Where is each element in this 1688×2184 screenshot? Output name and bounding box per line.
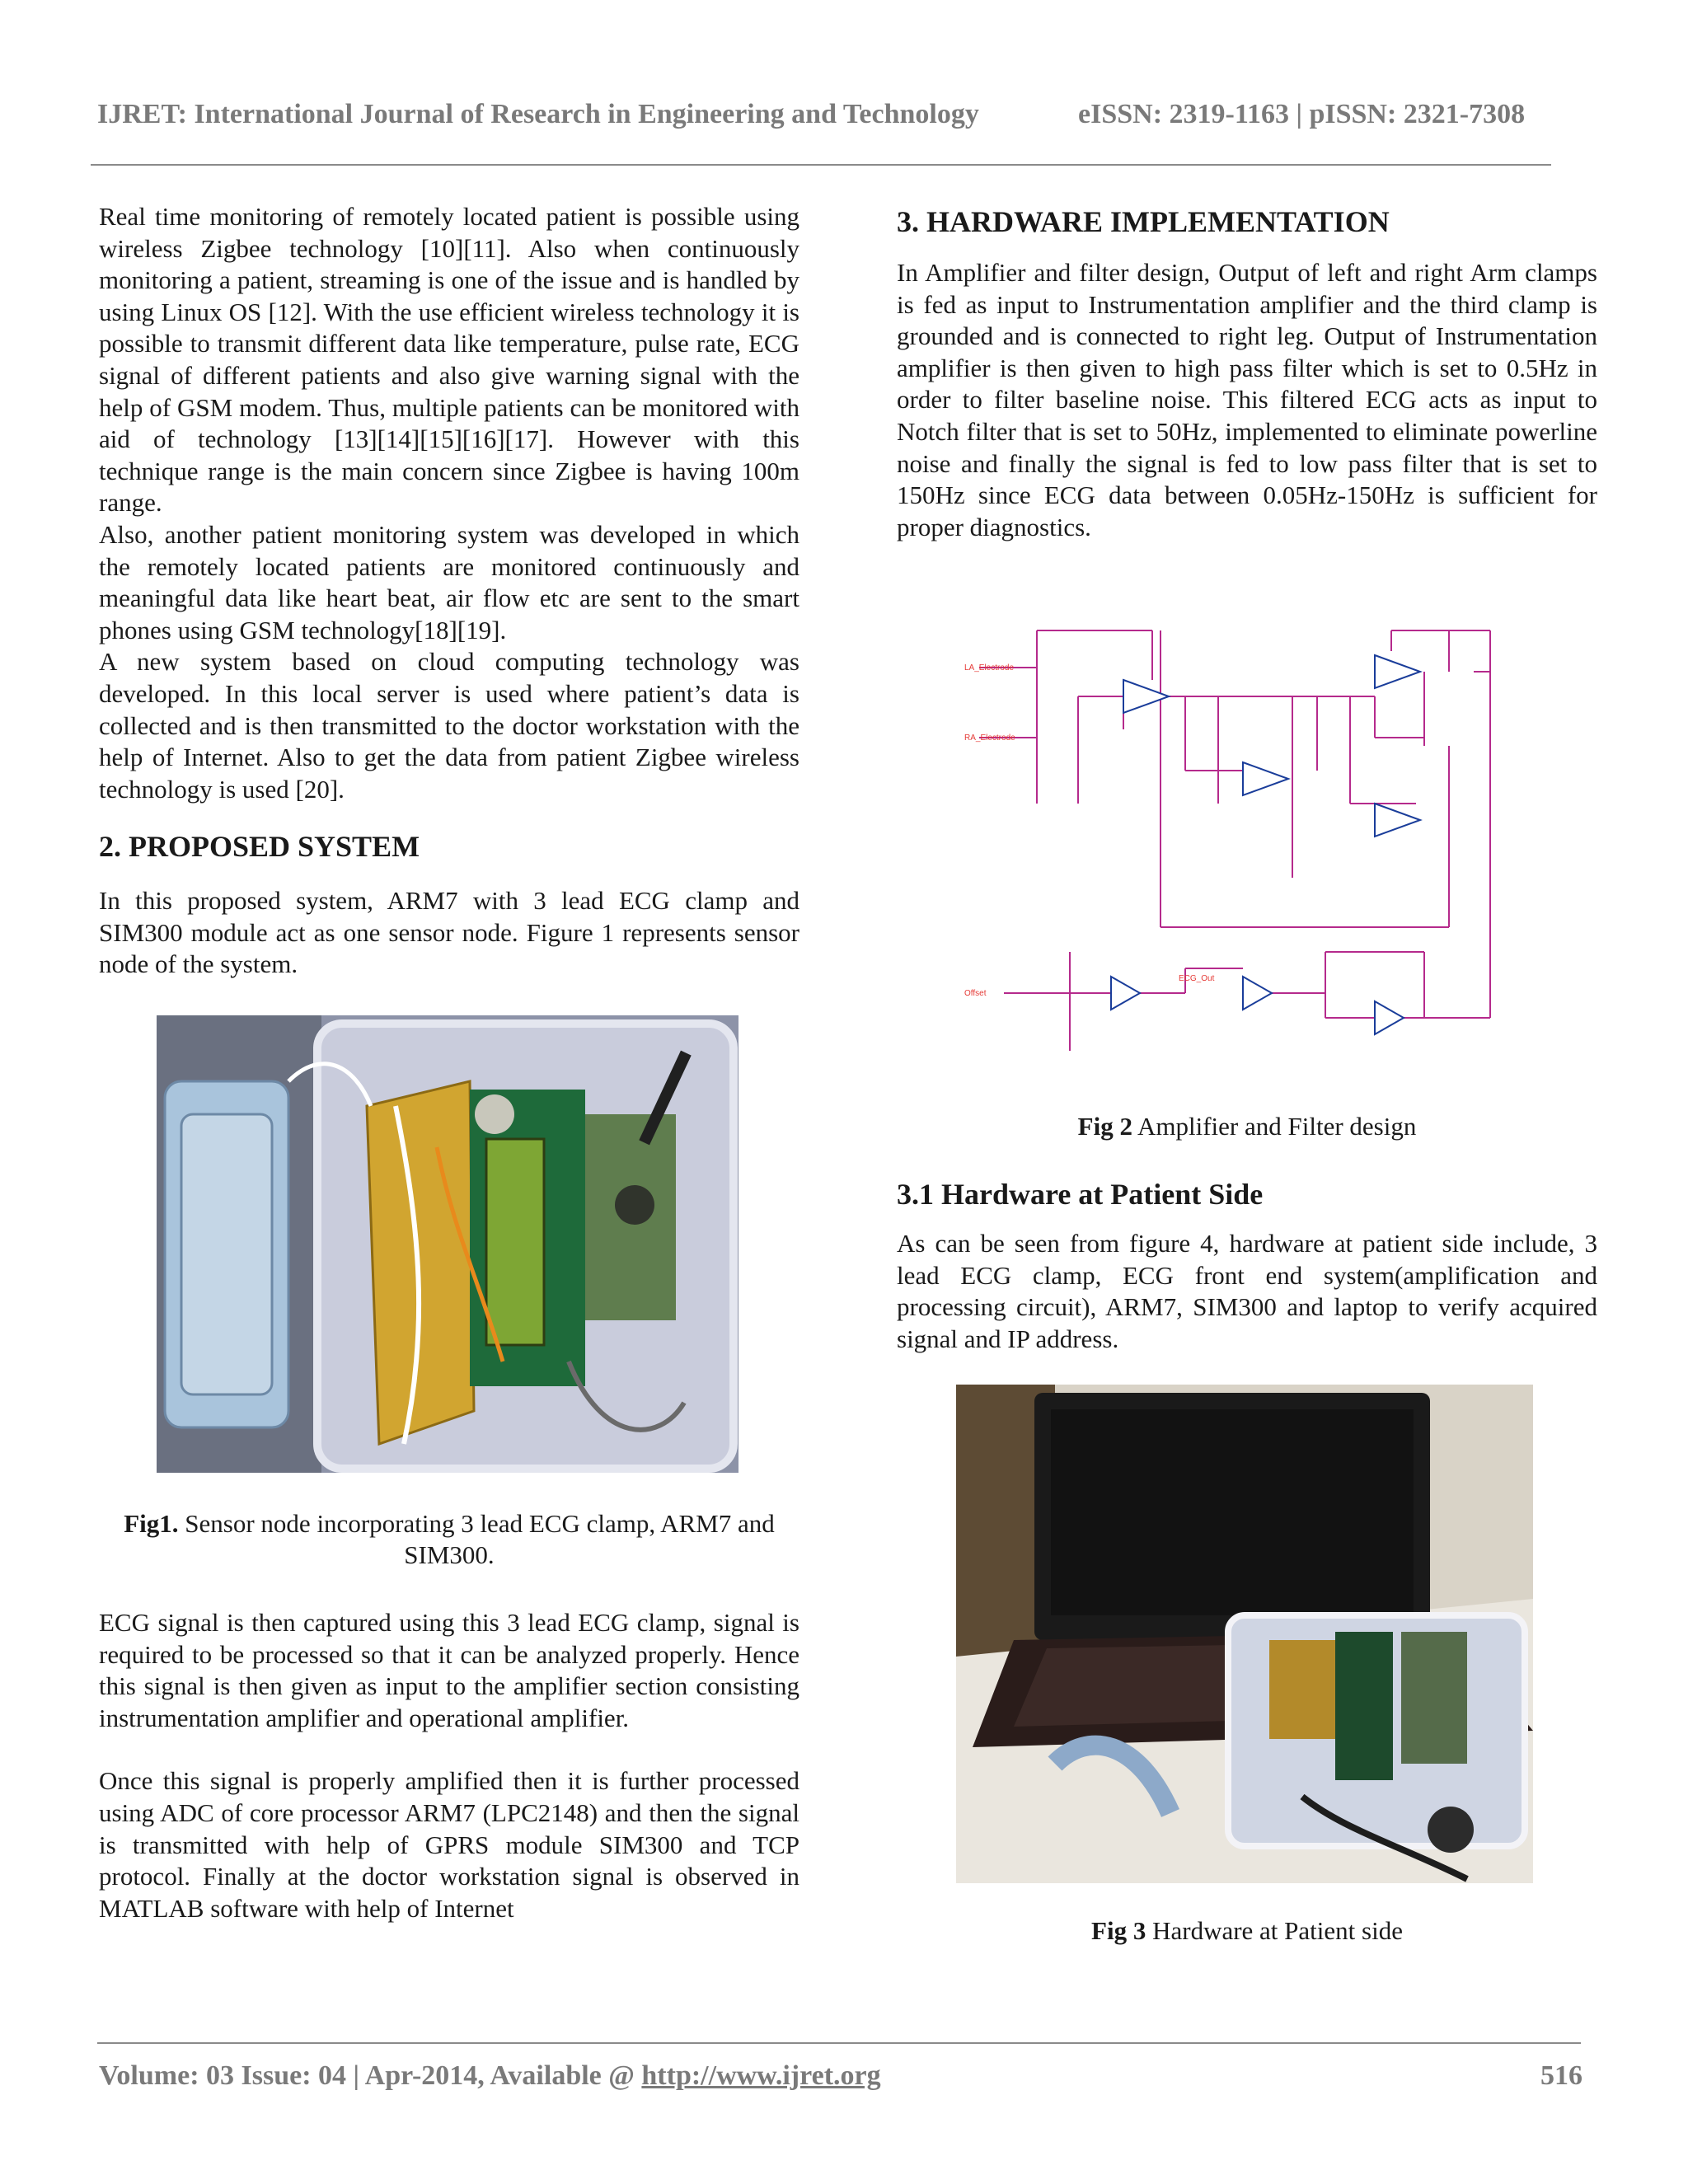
section-title-hardware-patient-side: 3.1 Hardware at Patient Side: [897, 1178, 1264, 1211]
left-ecg-text: [99, 1607, 799, 1924]
header-divider: [91, 164, 1551, 166]
paragraph: As can be seen from figure 4, hardware at patient side include, 3 lead ECG clamp, ECG front end system(amplification and processing circuit), ARM7, SIM300 and laptop to verify acquired signal and IP address.: [897, 1229, 1597, 1353]
footer-text: Volume: 03 Issue: 04 | Apr-2014, Available @: [99, 2060, 642, 2091]
caption-text: Sensor node incorporating 3 lead ECG clamp, ARM7 and SIM300.: [178, 1509, 775, 1569]
paragraph: Real time monitoring of remotely located patient is possible using wireless Zigbee technology [10][11]. Also when continuously monitoring a patient, streaming is one of the issue and is handled by using Linux OS [12]. With the use efficient wireless technology it is possible to transmit different data like temperature, pulse rate, ECG signal of different patients and also give warning signal with the help of GSM modem. Thus, multiple patients can be monitored with aid of technology [13][14][15][16][17]. However with this technique range is the main concern since Zigbee is having 100m range.: [99, 202, 799, 518]
journal-website-link[interactable]: http://www.ijret.org: [641, 2060, 881, 2091]
ra-electrode-label: RA_Electrode: [964, 733, 1015, 743]
paragraph: In this proposed system, ARM7 with 3 lead ECG clamp and SIM300 module act as one sensor node. Figure 1 represents sensor node of the system.: [99, 886, 799, 979]
amplifier-filter-schematic: [963, 606, 1500, 1084]
sensor-node-illustration: [157, 1015, 738, 1473]
figure-3-hardware-photo: [956, 1385, 1533, 1883]
section-title-proposed-system: 2. PROPOSED SYSTEM: [99, 830, 420, 863]
paragraph: Also, another patient monitoring system was developed in which the remotely located patients are monitored continuously and meaningful data like heart beat, air flow etc are sent to the smart phones using GSM technology[18][19].: [99, 519, 799, 644]
figure-1-sensor-node-photo: [157, 1015, 738, 1473]
footer-divider: [97, 2042, 1581, 2044]
figure-label: Fig1.: [124, 1509, 179, 1538]
left-intro-text: [99, 201, 799, 805]
right-hardware-text: [897, 257, 1597, 543]
journal-issn: eISSN: 2319-1163 | pISSN: 2321-7308: [1078, 99, 1526, 129]
page-number: 516: [1540, 2060, 1582, 2091]
paragraph: Once this signal is properly amplified then it is further processed using ADC of core processor ARM7 (LPC2148) and then the signal is transmitted with help of GPRS module SIM300 and TCP protocol. Finally at the doctor workstation signal is observed in MATLAB software with help of Internet: [99, 1766, 799, 1923]
figure-3-caption: [897, 1915, 1597, 1947]
figure-1-caption: [99, 1508, 799, 1571]
paragraph: ECG signal is then captured using this 3 lead ECG clamp, signal is required to be processed so that it can be analyzed properly. Hence this signal is then given as input to the amplifier section consisting instrumentation amplifier and operational amplifier.: [99, 1608, 799, 1732]
left-proposed-text: [99, 885, 799, 981]
ecg-out-label: ECG_Out: [1179, 974, 1215, 983]
page-footer: [99, 2060, 1582, 2097]
hardware-patient-side-illustration: [956, 1385, 1533, 1883]
page-header: [97, 99, 1548, 135]
caption-text: Hardware at Patient side: [1146, 1916, 1403, 1945]
figure-2-caption: [897, 1111, 1597, 1142]
offset-label: Offset: [964, 989, 987, 998]
paragraph: A new system based on cloud computing technology was developed. In this local server is used where patient’s data is collected and is then transmitted to the doctor workstation with the help of Internet. Also to get the data from patient Zigbee wireless technology is used [20].: [99, 647, 799, 804]
figure-2-schematic: [963, 606, 1500, 1084]
footer-volume-info: [99, 2060, 881, 2092]
paragraph: In Amplifier and filter design, Output of left and right Arm clamps is fed as input to Instrumentation amplifier and the third clamp is grounded and is connected to right leg. Output of Instrumentation amplifier is then given to high pass filter which is set to 0.5Hz in order to filter baseline noise. This filtered ECG acts as input to Notch filter that is set to 50Hz, implemented to eliminate powerline noise and finally the signal is fed to low pass filter that is set to 150Hz since ECG data between 0.05Hz-150Hz is sufficient for proper diagnostics.: [897, 258, 1597, 541]
caption-text: Amplifier and Filter design: [1132, 1112, 1417, 1141]
la-electrode-label: LA_Electrode: [964, 663, 1015, 673]
journal-name: IJRET: International Journal of Research in Engineering and Technology: [97, 99, 979, 129]
figure-label: Fig 2: [1077, 1112, 1132, 1141]
section-title-hardware-implementation: 3. HARDWARE IMPLEMENTATION: [897, 205, 1390, 238]
right-patient-side-text: [897, 1228, 1597, 1355]
figure-label: Fig 3: [1091, 1916, 1146, 1945]
